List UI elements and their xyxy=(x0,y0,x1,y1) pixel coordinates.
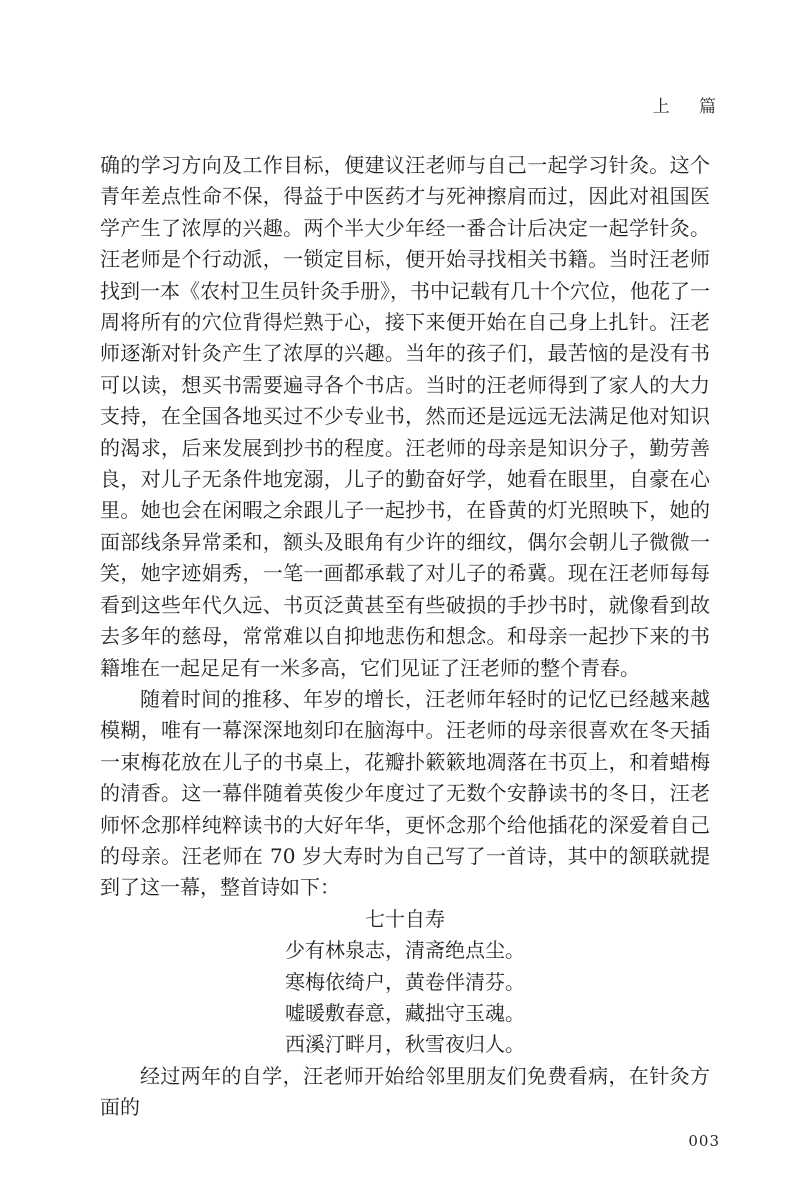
poem-title: 七十自寿 xyxy=(365,906,445,931)
body-text xyxy=(100,150,710,1124)
poem-line: 寒梅依绮户，黄卷伴清芬。 xyxy=(285,969,525,994)
paragraph: 随着时间的推移、年岁的增长，汪老师年轻时的记忆已经越来越模糊，唯有一幕深深地刻印在脑海中。汪老师的母亲很喜欢在冬天插一束梅花放在儿子的书桌上，花瓣扑簌簌地凋落在书页上，和着蜡梅的清香。这一幕伴随着英俊少年度过了无数个安静读书的冬日，汪老师怀念那样纯粹读书的大好年华，更怀念那个给他插花的深爱着自己的母亲。汪老师在 70 岁大寿时为自己写了一首诗，其中的颔联就提到了这一幕，整首诗如下： xyxy=(100,686,710,900)
page-number: 003 xyxy=(688,1132,720,1150)
paragraph-continued: 确的学习方向及工作目标，便建议汪老师与自己一起学习针灸。这个青年差点性命不保，得益于中医药才与死神擦肩而过，因此对祖国医学产生了浓厚的兴趣。两个半大少年经一番合计后决定一起学针灸。汪老师是个行动派，一锁定目标，便开始寻找相关书籍。当时汪老师找到一本《农村卫生员针灸手册》，书中记载有几十个穴位，他花了一周将所有的穴位背得烂熟于心，接下来便开始在自己身上扎针。汪老师逐渐对针灸产生了浓厚的兴趣。当年的孩子们，最苦恼的是没有书可以读，想买书需要遍寻各个书店。当时的汪老师得到了家人的大力支持，在全国各地买过不少专业书，然而还是远远无法满足他对知识的渴求，后来发展到抄书的程度。汪老师的母亲是知识分子，勤劳善良，对儿子无条件地宠溺，儿子的勤奋好学，她看在眼里，自豪在心里。她也会在闲暇之余跟儿子一起抄书，在昏黄的灯光照映下，她的面部线条异常柔和，额头及眼角有少许的细纹，偶尔会朝儿子微微一笑，她字迹娟秀，一笔一画都承载了对儿子的希冀。现在汪老师每每看到这些年代久远、书页泛黄甚至有些破损的手抄书时，就像看到故去多年的慈母，常常难以自抑地悲伤和想念。和母亲一起抄下来的书籍堆在一起足足有一米多高，它们见证了汪老师的整个青春。 xyxy=(100,153,710,680)
paragraph: 经过两年的自学，汪老师开始给邻里朋友们免费看病，在针灸方面的 xyxy=(100,1063,710,1120)
running-header: 上 篇 xyxy=(652,97,728,117)
poem-line: 少有林泉志，清斋绝点尘。 xyxy=(285,938,525,963)
poem xyxy=(100,904,710,1061)
poem-line: 西溪汀畔月，秋雪夜归人。 xyxy=(285,1032,525,1057)
poem-line: 嘘暖敷春意，藏拙守玉魂。 xyxy=(285,1000,525,1025)
